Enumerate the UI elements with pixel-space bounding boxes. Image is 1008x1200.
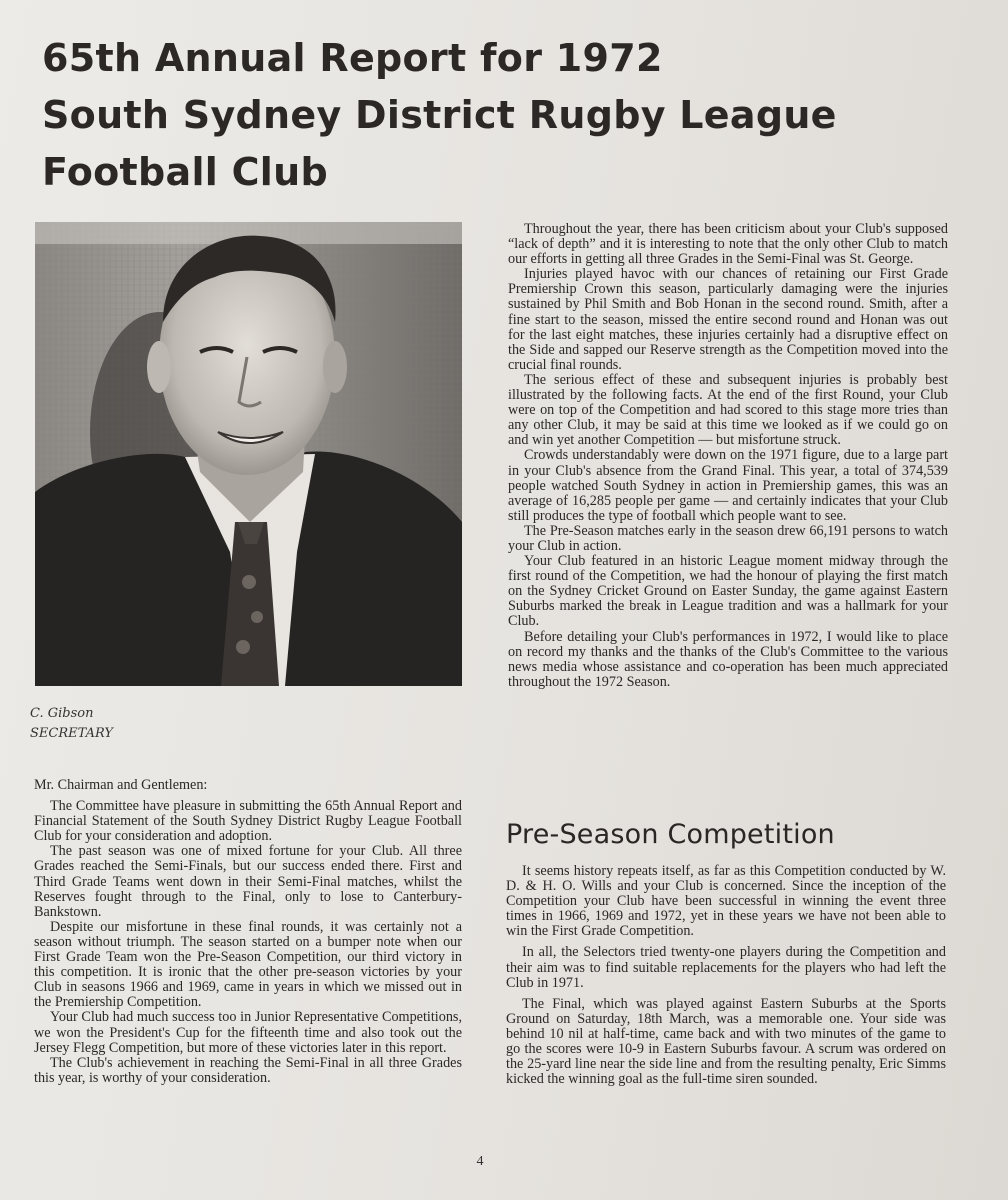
paragraph: The Pre-Season matches early in the season drew 66,191 persons to watch your Club in action. bbox=[508, 522, 948, 554]
title-line-2: South Sydney District Rugby League bbox=[42, 93, 837, 137]
left-column-text bbox=[34, 778, 462, 1086]
paragraph: The Committee have pleasure in submitting the 65th Annual Report and Financial Statement of the South Sydney District Rugby League Football Club for your consideration and adoption. bbox=[34, 798, 462, 845]
page-number: 4 bbox=[476, 1154, 484, 1169]
paragraph: Injuries played havoc with our chances of retaining our First Grade Premiership Crown this season, particularly damaging were the injuries sustained by Phil Smith and Bob Honan in the second round. Smith, after a fine start to the season, missed the entire second round and Honan was out for the last eight matches, these injuries certainly had a disruptive effect on the Side and sapped our Reserve strength as the Competition moved into the crucial final rounds. bbox=[508, 266, 948, 373]
paragraph: It seems history repeats itself, as far as this Competition conducted by W. D. & H. O. Wills and your Club is concerned. Since the inception of the Competition your Club have been successful in winning the event three times in 1966, 1969 and 1972, yet in these years we have not been able to win the First Grade Competition. bbox=[506, 863, 946, 940]
paragraph: Throughout the year, there has been criticism about your Club's supposed “lack of depth” and it is interesting to note that the only other Club to match our efforts in getting all three Grades in the Semi-Final was St. George. bbox=[508, 221, 948, 268]
title-line-1: 65th Annual Report for 1972 bbox=[42, 36, 663, 80]
right-column-text bbox=[508, 222, 948, 690]
paragraph: The Club's achievement in reaching the Semi-Final in all three Grades this year, is worthy of your consideration. bbox=[34, 1054, 462, 1086]
caption-role: SECRETARY bbox=[30, 726, 113, 741]
paragraph: The serious effect of these and subsequent injuries is probably best illustrated by the following facts. At the end of the first Round, your Club were on top of the Competition and had scored to this stage more tries than any other Club, it may be said at this time we looked as if we could go on and win yet another Competition — but misfortune struck. bbox=[508, 371, 948, 449]
photo-caption bbox=[30, 704, 113, 744]
paragraph: Your Club had much success too in Junior Representative Competitions, we won the President's Cup for the fifteenth time and also took out the Jersey Flegg Competition, but more of these victories later in this report. bbox=[34, 1009, 462, 1056]
paragraph: Your Club featured in an historic League moment midway through the first round of the Competition, we had the honour of playing the first match on the Sydney Cricket Ground on Easter Sunday, the game against Eastern Suburbs marked the break in League tradition and was a hallmark for your Club. bbox=[508, 553, 948, 630]
caption-name: C. Gibson bbox=[30, 706, 94, 721]
title-line-3: Football Club bbox=[42, 150, 328, 194]
paragraph: Before detailing your Club's performances in 1972, I would like to place on record my thanks and the thanks of the Club's Committee to the various news media whose assistance and co-operation has been much appreciated throughout the 1972 Season. bbox=[508, 628, 948, 690]
paragraph: Despite our misfortune in these final rounds, it was certainly not a season without triumph. The season started on a bumper note when our First Grade Team won the Pre-Season Competition, our third victory in this competition. It is ironic that the other pre-season victories by your Club in seasons 1966 and 1969, came in years in which we missed out in the Premiership Competition. bbox=[34, 918, 462, 1011]
pre-season-text bbox=[506, 864, 946, 1087]
section-heading-pre-season: Pre-Season Competition bbox=[506, 819, 835, 850]
paragraph: The Final, which was played against Eastern Suburbs at the Sports Ground on Saturday, 18th March, was a memorable one. Your side was behind 10 nil at half-time, came back and with two minutes of the game to go the scores were 10-9 in Eastern Suburbs favour. A scrum was ordered on the 25-yard line near the side line and from the resulting penalty, Eric Simms kicked the winning goal as the full-time siren sounded. bbox=[506, 995, 946, 1088]
paragraph: Crowds understandably were down on the 1971 figure, due to a large part in your Club's absence from the Grand Final. This year, a total of 374,539 people watched South Sydney in action in Premiership games, this was an average of 16,285 people per game — and certainly indicates that your Club still produces the type of football which people want to see. bbox=[508, 447, 948, 524]
paragraph: The past season was one of mixed fortune for your Club. All three Grades reached the Semi-Finals, but our success ended there. First and Third Grade Teams went down in their Semi-Final matches, whilst the Reserves fought through to the Final, only to lose to Canterbury-Bankstown. bbox=[34, 843, 462, 920]
report-title bbox=[42, 30, 842, 201]
secretary-portrait-photo bbox=[35, 222, 462, 686]
salutation: Mr. Chairman and Gentlemen: bbox=[34, 777, 208, 793]
paragraph: In all, the Selectors tried twenty-one players during the Competition and their aim was to find suitable replacements for the players who had left the Club in 1971. bbox=[506, 944, 946, 991]
